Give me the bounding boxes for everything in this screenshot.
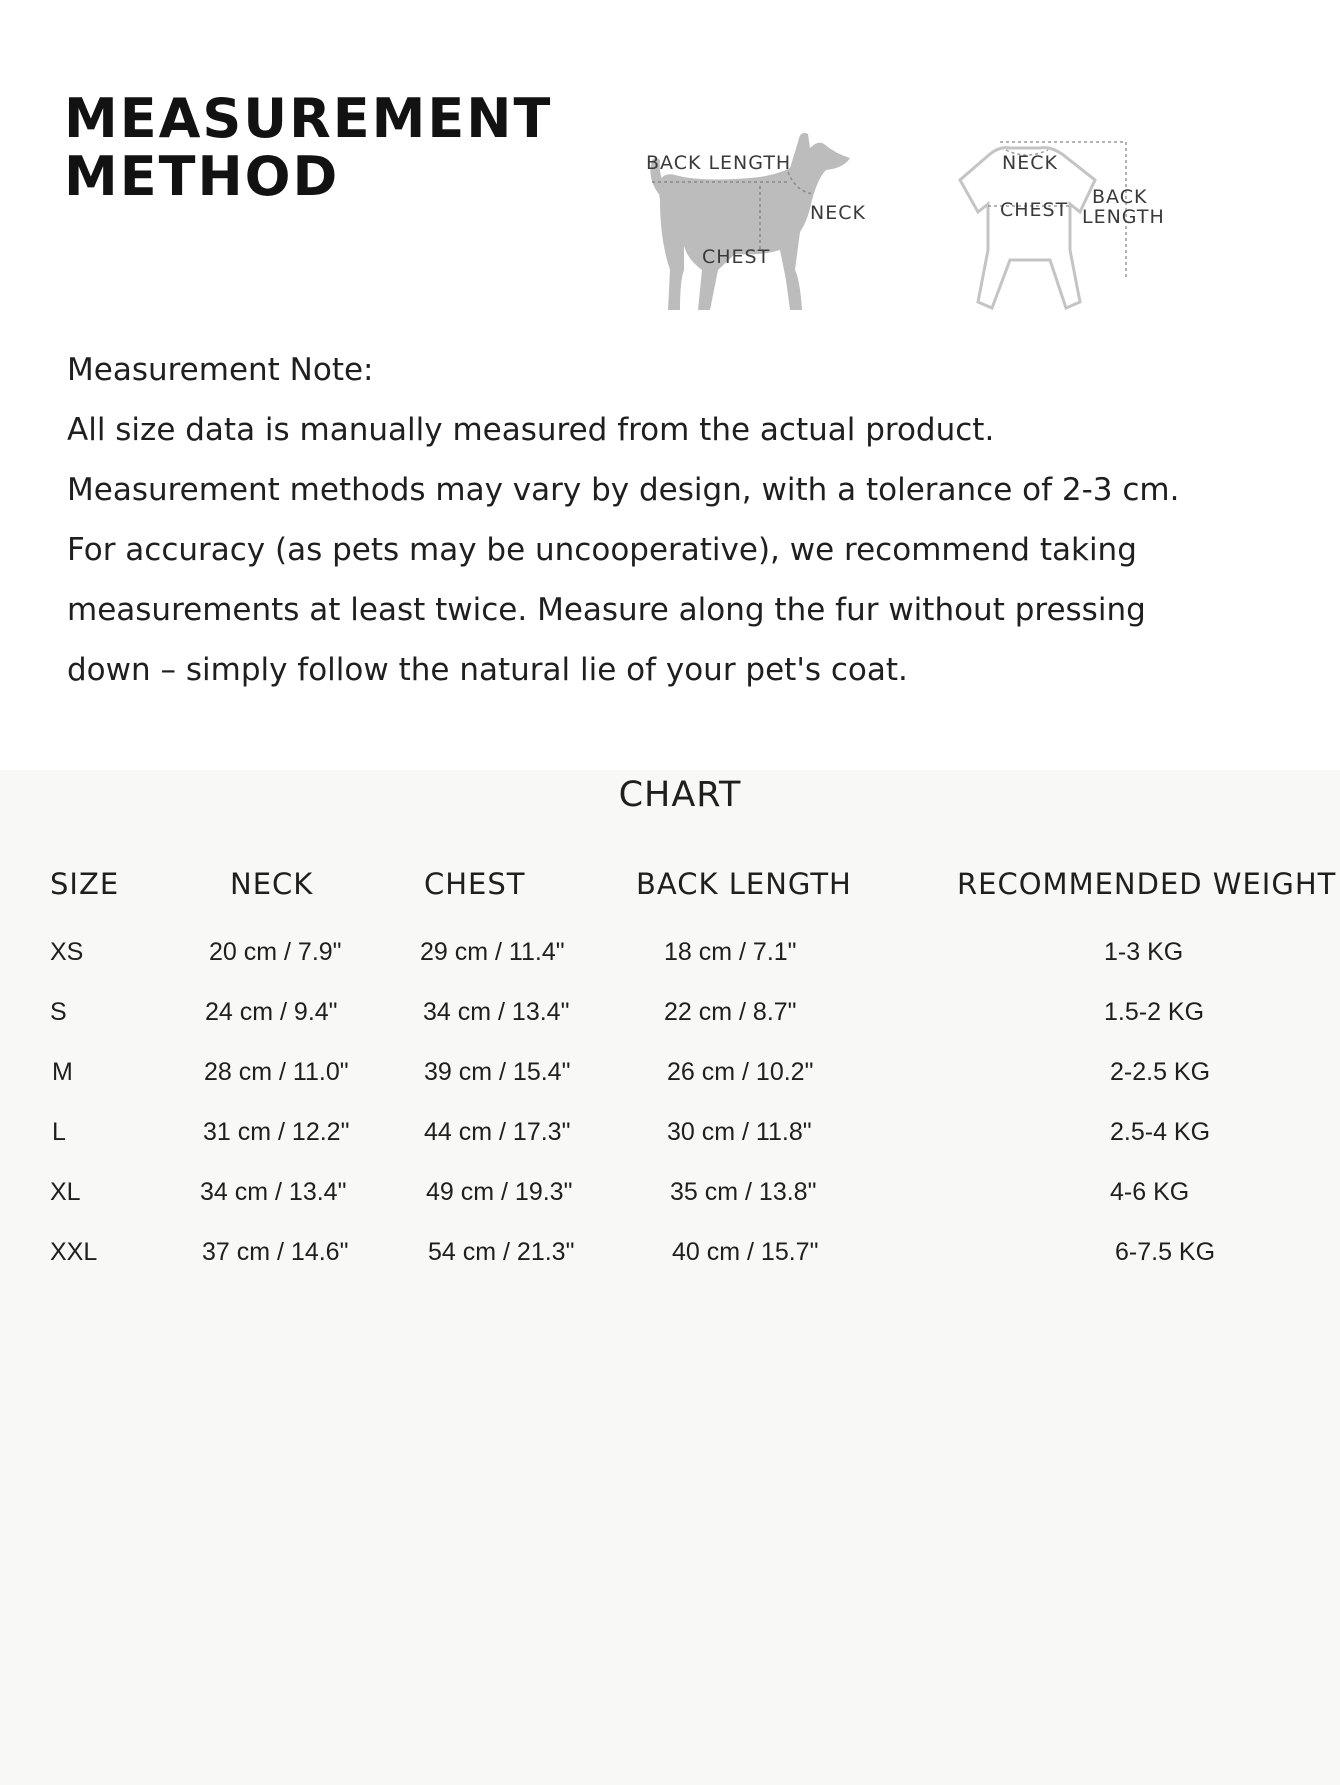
- chest-cell: 54 cm / 21.3": [428, 1238, 575, 1266]
- chest-cell: 44 cm / 17.3": [424, 1118, 571, 1146]
- back-length-cell: 18 cm / 7.1": [664, 938, 797, 966]
- chart-section: [0, 770, 1340, 1785]
- back-length-cell: 35 cm / 13.8": [670, 1178, 817, 1206]
- note-line: measurements at least twice. Measure along the fur without pressing: [67, 592, 1146, 628]
- neck-cell: 31 cm / 12.2": [203, 1118, 350, 1146]
- measurement-note: [67, 340, 1267, 700]
- chart-title: CHART: [618, 775, 742, 815]
- chest-cell: 39 cm / 15.4": [424, 1058, 571, 1086]
- size-cell: L: [52, 1118, 66, 1146]
- chest-cell: 49 cm / 19.3": [426, 1178, 573, 1206]
- weight-cell: 4-6 KG: [1110, 1178, 1190, 1206]
- dog-back-length-label: BACK LENGTH: [646, 152, 792, 174]
- header-recommended-weight: RECOMMENDED WEIGHT: [957, 867, 1337, 901]
- weight-cell: 6-7.5 KG: [1115, 1238, 1216, 1266]
- neck-cell: 37 cm / 14.6": [202, 1238, 349, 1266]
- note-line: Measurement methods may vary by design, with a tolerance of 2-3 cm.: [67, 472, 1180, 508]
- size-cell: XS: [50, 938, 84, 966]
- dog-chest-label: CHEST: [702, 246, 771, 268]
- page-title-line-2: METHOD: [64, 145, 340, 208]
- size-cell: M: [52, 1058, 73, 1086]
- back-length-cell: 22 cm / 8.7": [664, 998, 797, 1026]
- size-cell: XL: [50, 1178, 81, 1206]
- dog-measurement-diagram: [640, 120, 880, 320]
- header-neck: NECK: [230, 867, 314, 901]
- back-length-cell: 26 cm / 10.2": [667, 1058, 814, 1086]
- chest-cell: 34 cm / 13.4": [423, 998, 570, 1026]
- header-chest: CHEST: [424, 867, 526, 901]
- neck-cell: 24 cm / 9.4": [205, 998, 338, 1026]
- garment-neck-label: NECK: [1002, 152, 1058, 174]
- garment-measurement-diagram: [930, 130, 1190, 330]
- note-line: down – simply follow the natural lie of your pet's coat.: [67, 652, 908, 688]
- size-cell: XXL: [50, 1238, 98, 1266]
- weight-cell: 2-2.5 KG: [1110, 1058, 1211, 1086]
- note-line: All size data is manually measured from the actual product.: [67, 412, 995, 448]
- garment-back-length-label-line-1: BACK: [1092, 186, 1148, 208]
- weight-cell: 1.5-2 KG: [1104, 998, 1205, 1026]
- neck-cell: 20 cm / 7.9": [209, 938, 342, 966]
- dog-neck-label: NECK: [810, 202, 866, 224]
- header-size: SIZE: [50, 867, 120, 901]
- pet-garment-outline-icon: [930, 130, 1190, 330]
- page-title: [64, 87, 553, 208]
- neck-cell: 34 cm / 13.4": [200, 1178, 347, 1206]
- note-heading: Measurement Note:: [67, 352, 374, 388]
- page-title-line-1: MEASUREMENT: [64, 87, 553, 150]
- note-line: For accuracy (as pets may be uncooperative), we recommend taking: [67, 532, 1137, 568]
- back-length-cell: 40 cm / 15.7": [672, 1238, 819, 1266]
- weight-cell: 1-3 KG: [1104, 938, 1184, 966]
- size-cell: S: [50, 998, 67, 1026]
- chest-cell: 29 cm / 11.4": [420, 938, 565, 966]
- garment-back-length-label-line-2: LENGTH: [1082, 206, 1165, 228]
- garment-chest-label: CHEST: [1000, 199, 1069, 221]
- header-back-length: BACK LENGTH: [636, 867, 852, 901]
- weight-cell: 2.5-4 KG: [1110, 1118, 1211, 1146]
- neck-cell: 28 cm / 11.0": [204, 1058, 349, 1086]
- back-length-cell: 30 cm / 11.8": [667, 1118, 812, 1146]
